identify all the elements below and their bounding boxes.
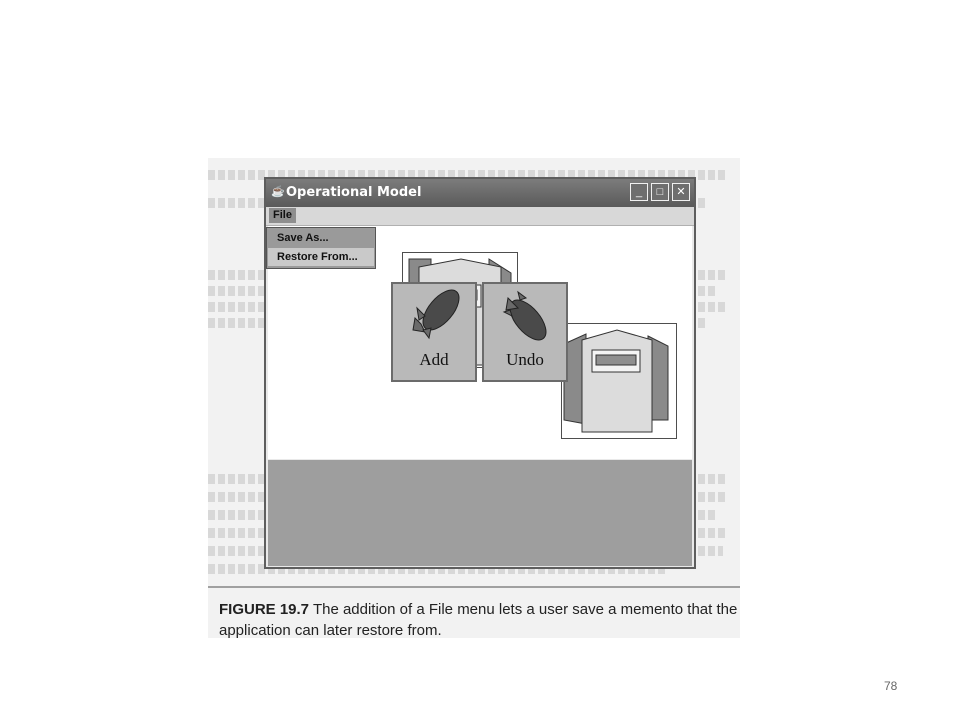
- button-panel: [268, 460, 692, 566]
- restore-from-menu-item[interactable]: Restore From...: [268, 248, 374, 266]
- page-number: 78: [884, 679, 898, 693]
- window-title: Operational Model: [286, 185, 422, 200]
- add-button[interactable]: [391, 282, 477, 382]
- figure-label: FIGURE 19.7: [219, 601, 310, 618]
- window-titlebar[interactable]: [266, 179, 694, 207]
- minimize-button[interactable]: _: [630, 183, 648, 201]
- figure-caption: [219, 599, 739, 641]
- machine-image[interactable]: [561, 323, 677, 439]
- rocket-icon: [484, 286, 566, 346]
- machine-icon: [562, 324, 676, 438]
- add-button-label: Add: [419, 350, 449, 369]
- coffee-cup-icon: ☕: [271, 186, 285, 198]
- rocket-icon: [393, 286, 475, 346]
- menu-bar: [266, 207, 694, 226]
- file-dropdown-menu: [266, 227, 376, 269]
- undo-button-label: Undo: [506, 350, 544, 369]
- undo-button[interactable]: [482, 282, 568, 382]
- file-menu[interactable]: File: [269, 208, 296, 223]
- close-button[interactable]: ✕: [672, 183, 690, 201]
- figure-caption-text: The addition of a File menu lets a user save a memento that the application can later restore from.: [219, 601, 738, 639]
- maximize-button[interactable]: □: [651, 183, 669, 201]
- save-as-menu-item[interactable]: Save As...: [268, 229, 374, 247]
